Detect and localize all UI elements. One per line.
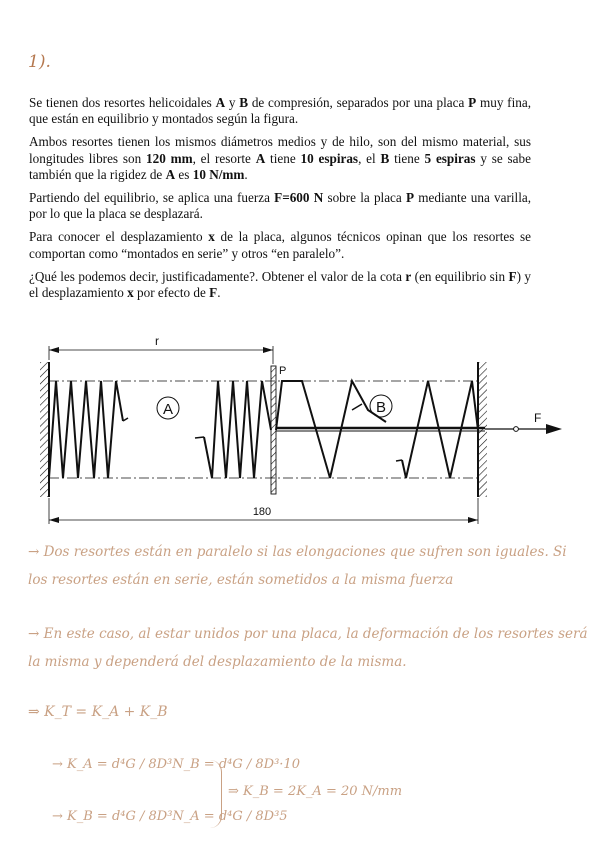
formula-brace — [207, 760, 222, 828]
dimension-r — [49, 346, 273, 364]
label-p: P — [279, 365, 287, 377]
statement-paragraph-2: Ambos resortes tienen los mismos diámetros medios y de hilo, son del mismo material, sus longitudes libres son 120 mm, el resorte A tiene 10 espiras, el B tiene 5 espiras y se sabe también que la rigidez de A es 10 N/mm. — [29, 134, 531, 182]
statement-paragraph-1: Se tienen dos resortes helicoidales A y B de compresión, separados por una placa P muy fina, que están en equilibrio y montados según la figura. — [29, 95, 531, 127]
spring-a-right-coils — [204, 381, 271, 478]
result-kb: ⇒ K_B = 2K_A = 20 N/mm — [228, 784, 403, 799]
label-b: B — [375, 399, 387, 416]
spring-diagram — [30, 330, 570, 525]
formula-kb: → K_B = d⁴G / 8D³N_A = d⁴G / 8D³5 — [52, 809, 288, 824]
formula-kt: ⇒ K_T = K_A + K_B — [28, 704, 168, 720]
statement-paragraph-4: Para conocer el desplazamiento x de la placa, algunos técnicos opinan que los resortes se comportan como “montados en serie” y otros “en paralelo”. — [29, 229, 531, 261]
spring-b-coils — [276, 381, 386, 478]
label-f: F — [534, 411, 542, 425]
formula-ka: → K_A = d⁴G / 8D³N_B = d⁴G / 8D³·10 — [52, 757, 300, 772]
handwritten-note-parallel-series: → Dos resortes están en paralelo si las elongaciones que sufren son iguales. Si los resortes están en serie, están sometidos a la misma fuerza — [28, 544, 567, 588]
spring-a-left-coils — [49, 381, 123, 478]
spring-b-coils-2 — [402, 381, 478, 478]
label-r: r — [155, 334, 159, 348]
label-a: A — [162, 401, 174, 418]
statement-paragraph-3: Partiendo del equilibrio, se aplica una fuerza F=600 N sobre la placa P mediante una varilla, por lo que la placa se desplazará. — [29, 190, 532, 222]
problem-number: 1). — [28, 52, 51, 72]
force-arrow — [485, 424, 562, 434]
plate-p — [271, 366, 276, 494]
problem-statement — [29, 95, 531, 308]
left-wall — [40, 362, 49, 497]
handwritten-note-plate: → En este caso, al estar unidos por una placa, la deformación de los resortes será la misma y dependerá del desplazamiento de la misma. — [28, 626, 588, 670]
label-180: 180 — [252, 506, 272, 518]
statement-paragraph-5: ¿Qué les podemos decir, justificadamente?. Obtener el valor de la cota r (en equilibrio sin F) y el desplazamiento x por efecto de F. — [29, 268, 531, 301]
